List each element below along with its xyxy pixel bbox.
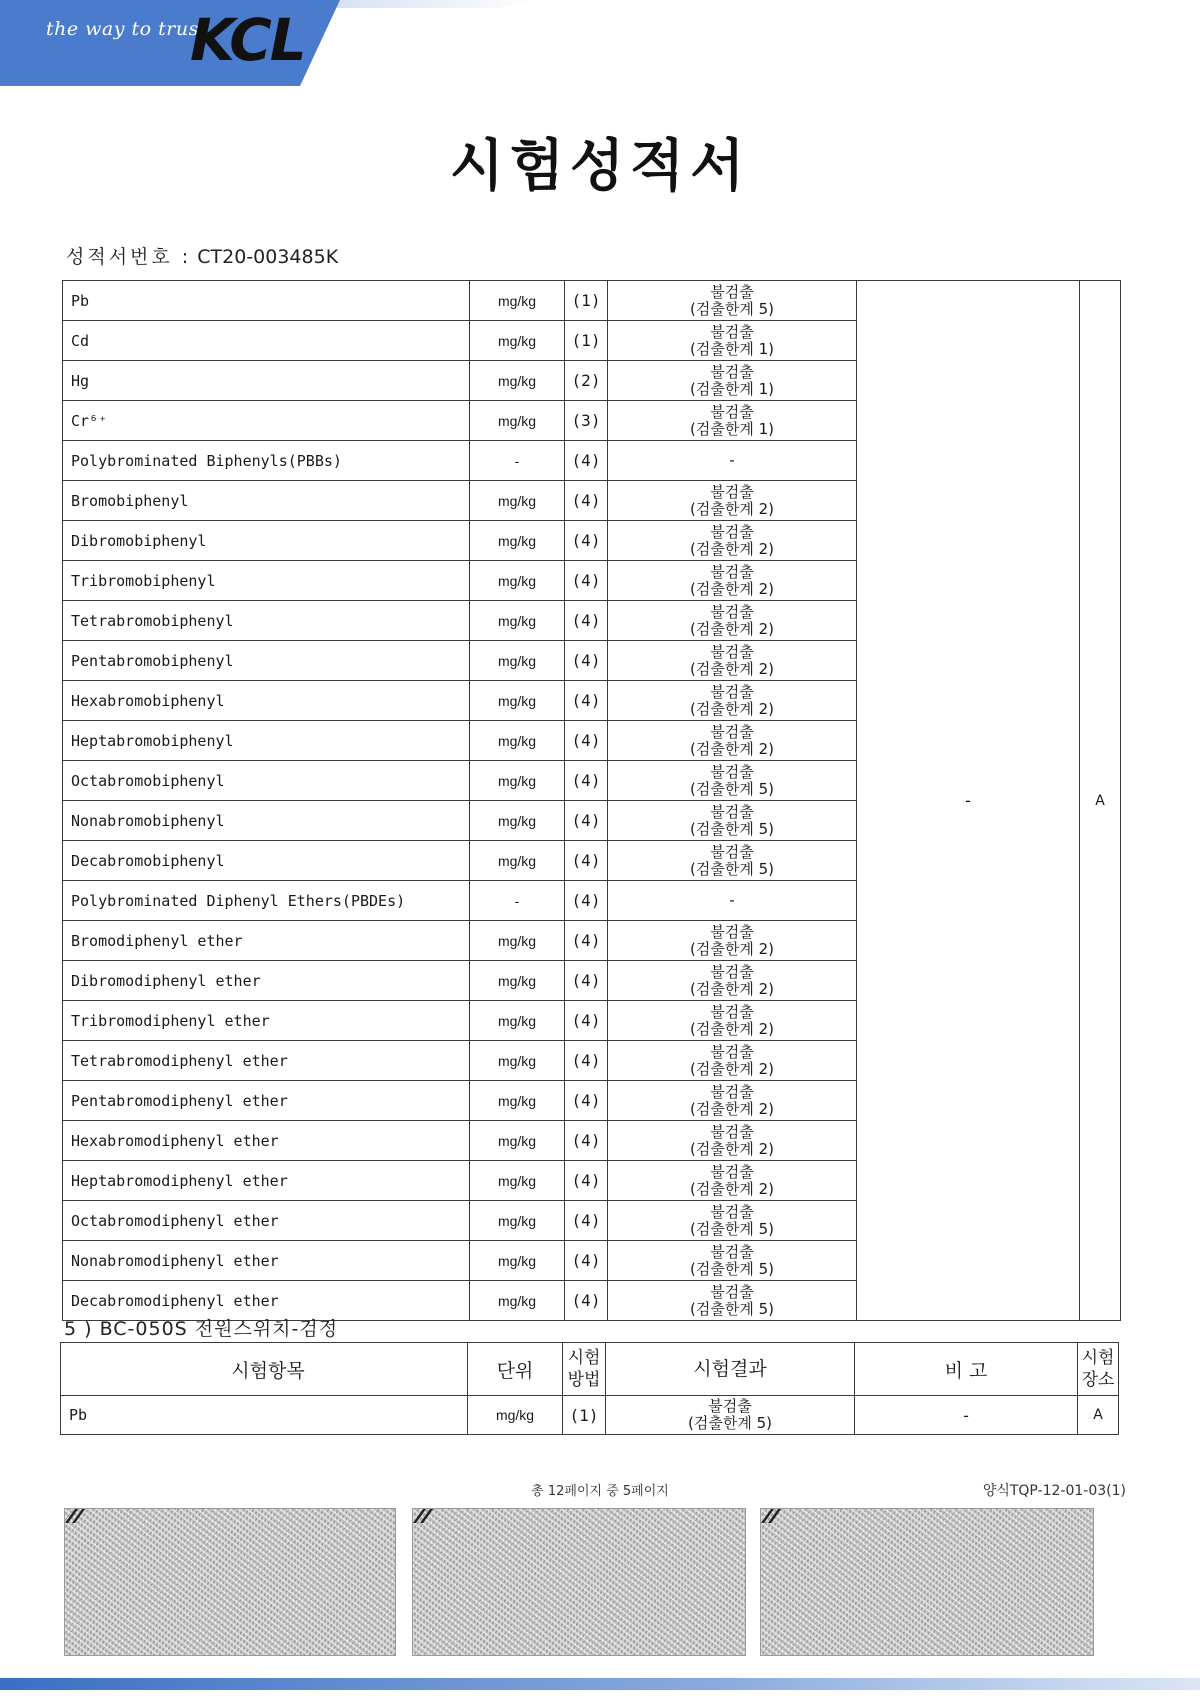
header-unit: 단위 <box>468 1343 563 1396</box>
result-top: 불검출 <box>710 1202 754 1221</box>
test-method: (4) <box>565 641 608 681</box>
result-detection-limit: (검출한계 5) <box>690 819 774 838</box>
result-top: 불검출 <box>710 282 754 301</box>
test-unit: mg/kg <box>470 1241 565 1281</box>
test-unit: mg/kg <box>470 1201 565 1241</box>
result-detection-limit: (검출한계 1) <box>690 379 774 398</box>
test-method: (4) <box>565 921 608 961</box>
test-method: (4) <box>565 881 608 921</box>
test-unit: mg/kg <box>470 1041 565 1081</box>
test-unit: mg/kg <box>470 1001 565 1041</box>
test-unit: mg/kg <box>470 601 565 641</box>
test-item: Cr⁶⁺ <box>63 401 470 441</box>
test-result <box>608 761 857 801</box>
test-unit: mg/kg <box>470 1081 565 1121</box>
result-top: 불검출 <box>710 1082 754 1101</box>
test-item: Tribromobiphenyl <box>63 561 470 601</box>
test-item: Dibromobiphenyl <box>63 521 470 561</box>
test-method: (4) <box>565 841 608 881</box>
test-method: (4) <box>565 961 608 1001</box>
test-result <box>608 481 857 521</box>
test-method: (4) <box>565 521 608 561</box>
test-unit: mg/kg <box>470 841 565 881</box>
security-pattern-left <box>64 1508 396 1656</box>
test-unit: mg/kg <box>470 961 565 1001</box>
results-table-body <box>63 281 1121 1321</box>
test-result <box>608 1161 857 1201</box>
result-detection-limit: (검출한계 2) <box>690 1019 774 1038</box>
security-pattern-center <box>412 1508 746 1656</box>
result-detection-limit: (검출한계 2) <box>690 539 774 558</box>
header-result: 시험결과 <box>606 1343 855 1396</box>
section-title: 5 ) BC-050S 전원스위치-검정 <box>64 1318 339 1340</box>
test-item: Pentabromobiphenyl <box>63 641 470 681</box>
test-item: Decabromodiphenyl ether <box>63 1281 470 1321</box>
test-item: Heptabromobiphenyl <box>63 721 470 761</box>
result-top: - <box>729 891 735 909</box>
test-method: (4) <box>565 721 608 761</box>
result-top: 불검출 <box>710 922 754 941</box>
test-result <box>608 641 857 681</box>
certificate-number-label: 성적서번호 : <box>66 246 192 268</box>
result-detection-limit: (검출한계 2) <box>690 1099 774 1118</box>
test-unit: mg/kg <box>470 1161 565 1201</box>
result-top: 불검출 <box>710 1282 754 1301</box>
result-detection-limit: (검출한계 2) <box>690 1139 774 1158</box>
test-item: Cd <box>63 321 470 361</box>
test-method: (4) <box>565 1241 608 1281</box>
test-unit: mg/kg <box>470 401 565 441</box>
test-site-cell: A <box>1080 281 1121 1321</box>
test-method: (4) <box>565 1041 608 1081</box>
result-top: - <box>729 451 735 469</box>
test-result <box>608 1241 857 1281</box>
test-result <box>608 521 857 561</box>
kcl-logo <box>0 0 340 88</box>
result-detection-limit: (검출한계 5) <box>690 1259 774 1278</box>
test-result <box>608 1081 857 1121</box>
result-top: 불검출 <box>710 802 754 821</box>
test-method: (4) <box>565 561 608 601</box>
test-method: (2) <box>565 361 608 401</box>
test-method: (4) <box>565 481 608 521</box>
result-detection-limit: (검출한계 2) <box>690 939 774 958</box>
result-top: 불검출 <box>710 482 754 501</box>
test-result <box>608 841 857 881</box>
header-site-bottom: 장소 <box>1081 1370 1115 1390</box>
section5-header-row <box>61 1343 1119 1396</box>
test-method: (1) <box>565 281 608 321</box>
test-unit: mg/kg <box>470 1121 565 1161</box>
test-unit: mg/kg <box>470 481 565 521</box>
section5-row <box>61 1396 1119 1435</box>
header-method <box>563 1343 606 1396</box>
certificate-number-line <box>66 242 338 269</box>
result-top: 불검출 <box>710 1242 754 1261</box>
test-result <box>608 281 857 321</box>
test-result <box>608 681 857 721</box>
result-detection-limit: (검출한계 1) <box>690 339 774 358</box>
result-top: 불검출 <box>710 962 754 981</box>
section5-note: - <box>855 1396 1078 1435</box>
header-site-top: 시험 <box>1081 1348 1115 1368</box>
test-method: (4) <box>565 601 608 641</box>
section5-result-top: 불검출 <box>708 1397 752 1415</box>
test-method: (4) <box>565 1201 608 1241</box>
result-detection-limit: (검출한계 2) <box>690 739 774 758</box>
logo-wordmark: KCL <box>190 6 305 74</box>
test-unit: - <box>470 881 565 921</box>
test-item: Hexabromobiphenyl <box>63 681 470 721</box>
test-method: (4) <box>565 761 608 801</box>
test-method: (4) <box>565 1161 608 1201</box>
test-item: Bromobiphenyl <box>63 481 470 521</box>
header-method-bottom: 방법 <box>567 1370 601 1390</box>
test-method: (4) <box>565 441 608 481</box>
section5-unit: mg/kg <box>468 1396 563 1435</box>
result-detection-limit: (검출한계 5) <box>690 1299 774 1318</box>
test-unit: mg/kg <box>470 1281 565 1321</box>
header-method-top: 시험 <box>567 1348 601 1368</box>
test-result <box>608 561 857 601</box>
result-detection-limit: (검출한계 1) <box>690 419 774 438</box>
test-item: Hg <box>63 361 470 401</box>
test-method: (1) <box>565 321 608 361</box>
logo-tagline: the way to trust <box>46 18 207 40</box>
result-detection-limit: (검출한계 2) <box>690 659 774 678</box>
header-item: 시험항목 <box>61 1343 468 1396</box>
test-result <box>608 1121 857 1161</box>
result-top: 불검출 <box>710 722 754 741</box>
document-title: 시험성적서 <box>449 134 751 199</box>
remarks-cell: - <box>857 281 1080 1321</box>
footer-band <box>0 1676 1200 1696</box>
result-detection-limit: (검출한계 5) <box>690 1219 774 1238</box>
test-item: Polybrominated Biphenyls(PBBs) <box>63 441 470 481</box>
test-item: Octabromodiphenyl ether <box>63 1201 470 1241</box>
result-detection-limit: (검출한계 2) <box>690 1059 774 1078</box>
section5-result <box>606 1396 855 1435</box>
stamp-corner-mark <box>413 1509 439 1523</box>
stamp-corner-mark <box>65 1509 91 1523</box>
results-table <box>62 280 1121 1321</box>
test-item: Heptabromodiphenyl ether <box>63 1161 470 1201</box>
test-item: Nonabromodiphenyl ether <box>63 1241 470 1281</box>
test-item: Tetrabromobiphenyl <box>63 601 470 641</box>
result-detection-limit: (검출한계 2) <box>690 619 774 638</box>
section5-table <box>60 1342 1119 1435</box>
result-detection-limit: (검출한계 2) <box>690 499 774 518</box>
test-result <box>608 361 857 401</box>
section5-site: A <box>1078 1396 1119 1435</box>
test-result <box>608 1041 857 1081</box>
result-top: 불검출 <box>710 522 754 541</box>
result-detection-limit: (검출한계 2) <box>690 1179 774 1198</box>
test-item: Dibromodiphenyl ether <box>63 961 470 1001</box>
test-unit: mg/kg <box>470 561 565 601</box>
test-result <box>608 1001 857 1041</box>
footer-form-code: 양식TQP-12-01-03(1) <box>982 1483 1126 1499</box>
test-unit: mg/kg <box>470 641 565 681</box>
test-unit: mg/kg <box>470 361 565 401</box>
test-method: (4) <box>565 1081 608 1121</box>
test-result <box>608 1281 857 1321</box>
result-top: 불검출 <box>710 642 754 661</box>
test-method: (4) <box>565 681 608 721</box>
table-row <box>63 281 1121 321</box>
test-unit: mg/kg <box>470 761 565 801</box>
security-pattern-right <box>760 1508 1094 1656</box>
test-unit: mg/kg <box>470 721 565 761</box>
test-result <box>608 801 857 841</box>
section5-item: Pb <box>61 1396 468 1435</box>
test-item: Tetrabromodiphenyl ether <box>63 1041 470 1081</box>
result-top: 불검출 <box>710 1122 754 1141</box>
test-unit: mg/kg <box>470 921 565 961</box>
result-top: 불검출 <box>710 682 754 701</box>
test-item: Decabromobiphenyl <box>63 841 470 881</box>
test-result <box>608 321 857 361</box>
test-unit: mg/kg <box>470 321 565 361</box>
result-top: 불검출 <box>710 1042 754 1061</box>
result-top: 불검출 <box>710 602 754 621</box>
test-result <box>608 961 857 1001</box>
header-site <box>1078 1343 1119 1396</box>
test-item: Octabromobiphenyl <box>63 761 470 801</box>
test-method: (3) <box>565 401 608 441</box>
result-top: 불검출 <box>710 842 754 861</box>
test-result <box>608 401 857 441</box>
test-unit: - <box>470 441 565 481</box>
test-item: Hexabromodiphenyl ether <box>63 1121 470 1161</box>
test-unit: mg/kg <box>470 521 565 561</box>
test-result <box>608 721 857 761</box>
test-item: Bromodiphenyl ether <box>63 921 470 961</box>
test-result <box>608 921 857 961</box>
header-note: 비 고 <box>855 1343 1078 1396</box>
test-method: (4) <box>565 1281 608 1321</box>
result-top: 불검출 <box>710 322 754 341</box>
result-top: 불검출 <box>710 762 754 781</box>
test-item: Polybrominated Diphenyl Ethers(PBDEs) <box>63 881 470 921</box>
test-result <box>608 1201 857 1241</box>
section5-result-bottom: (검출한계 5) <box>688 1414 772 1432</box>
test-unit: mg/kg <box>470 281 565 321</box>
result-detection-limit: (검출한계 5) <box>690 299 774 318</box>
certificate-number-value: CT20-003485K <box>197 246 339 268</box>
test-method: (4) <box>565 1121 608 1161</box>
test-method: (4) <box>565 1001 608 1041</box>
result-detection-limit: (검출한계 2) <box>690 579 774 598</box>
test-item: Pb <box>63 281 470 321</box>
result-top: 불검출 <box>710 562 754 581</box>
result-detection-limit: (검출한계 5) <box>690 859 774 878</box>
test-item: Tribromodiphenyl ether <box>63 1001 470 1041</box>
footer-page-info: 총 12페이지 중 5페이지 <box>531 1484 669 1499</box>
test-result <box>608 881 857 921</box>
result-top: 불검출 <box>710 1162 754 1181</box>
stamp-corner-mark <box>761 1509 787 1523</box>
section5-method: (1) <box>563 1396 606 1435</box>
test-item: Pentabromodiphenyl ether <box>63 1081 470 1121</box>
result-detection-limit: (검출한계 5) <box>690 779 774 798</box>
test-method: (4) <box>565 801 608 841</box>
test-result <box>608 441 857 481</box>
result-detection-limit: (검출한계 2) <box>690 699 774 718</box>
result-top: 불검출 <box>710 1002 754 1021</box>
test-unit: mg/kg <box>470 801 565 841</box>
test-result <box>608 601 857 641</box>
test-item: Nonabromobiphenyl <box>63 801 470 841</box>
result-top: 불검출 <box>710 362 754 381</box>
result-detection-limit: (검출한계 2) <box>690 979 774 998</box>
test-unit: mg/kg <box>470 681 565 721</box>
result-top: 불검출 <box>710 402 754 421</box>
